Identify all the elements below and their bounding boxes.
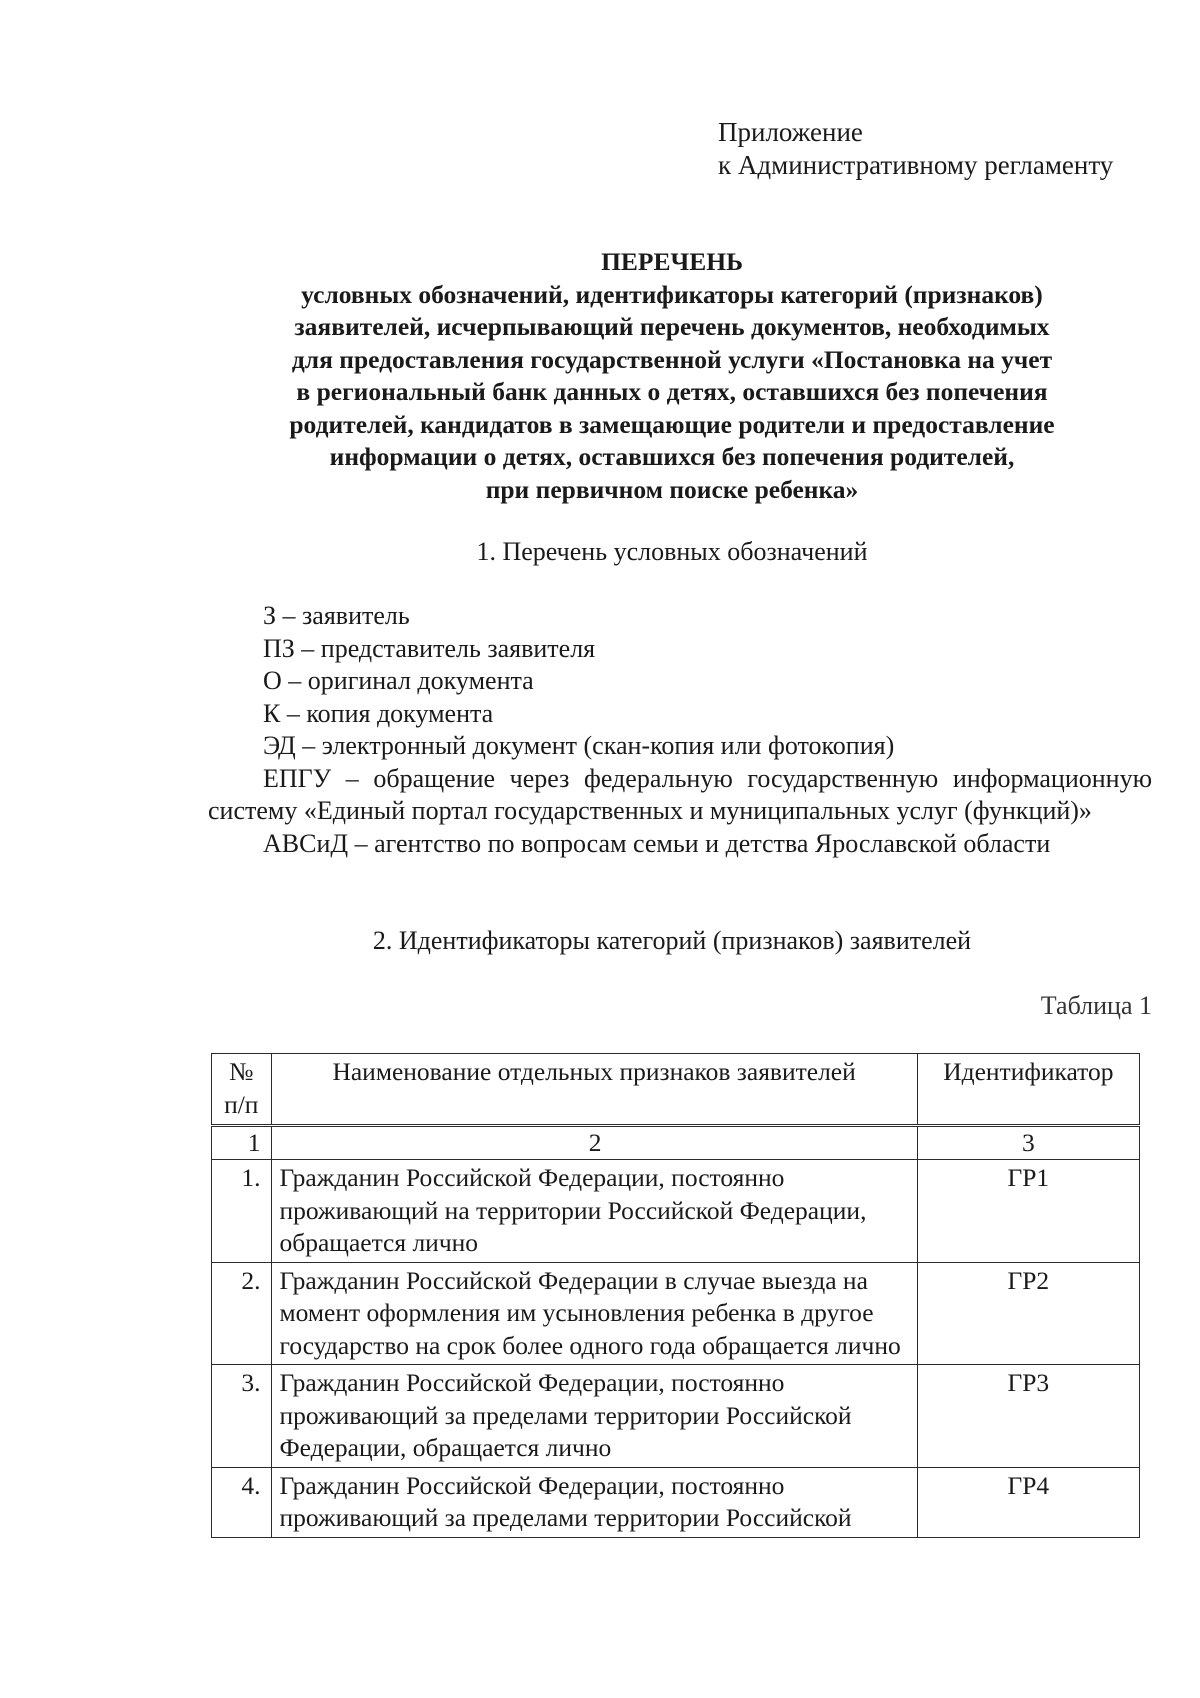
appendix-line-1: Приложение (718, 117, 863, 147)
row-name: Гражданин Российской Федерации, постоянно проживающий на территории Российской Федерации, обращается лично (271, 1160, 917, 1263)
abbreviation-item: АВСиД – агентство по вопросам семьи и детства Ярославской области (263, 828, 1051, 858)
index-cell: 2 (271, 1126, 917, 1160)
row-number: 4. (212, 1467, 272, 1537)
table-row (212, 1467, 1140, 1537)
title-line: заявителей, исчерпывающий перечень документов, необходимых (294, 312, 1050, 341)
applicant-categories-table (211, 1053, 1140, 1538)
appendix-header (718, 116, 1113, 182)
row-identifier: ГР4 (917, 1467, 1139, 1537)
row-name: Гражданин Российской Федерации в случае выезда на момент оформления им усыновления ребенка в другое государство на срок более одного года обращается лично (271, 1262, 917, 1365)
title-line: в региональный банк данных о детях, оставшихся без попечения (296, 377, 1048, 406)
row-number: 3. (212, 1365, 272, 1468)
table-index-row (212, 1126, 1140, 1160)
title-heading: ПЕРЕЧЕНЬ (601, 247, 743, 276)
title-line: условных обозначений, идентификаторы категорий (признаков) (301, 279, 1043, 309)
row-identifier: ГР3 (917, 1365, 1139, 1468)
table-row (212, 1160, 1140, 1263)
table-row (212, 1365, 1140, 1468)
abbreviation-item: ПЗ – представитель заявителя (263, 633, 596, 663)
row-identifier: ГР2 (917, 1262, 1139, 1365)
table-caption: Таблица 1 (1040, 991, 1152, 1020)
document-title (200, 246, 1144, 506)
index-cell: 3 (917, 1126, 1139, 1160)
row-name: Гражданин Российской Федерации, постоянно проживающий за пределами территории Российской (271, 1467, 917, 1537)
header-identifier: Идентификатор (917, 1054, 1139, 1126)
section-1-heading: 1. Перечень условных обозначений (476, 537, 868, 566)
title-line: информации о детях, оставшихся без попечения родителей, (329, 442, 1015, 471)
title-line: родителей, кандидатов в замещающие родители и предоставление (289, 409, 1055, 439)
title-line: для предоставления государственной услуги «Постановка на учет (291, 344, 1053, 374)
header-name: Наименование отдельных признаков заявителей (271, 1054, 917, 1126)
abbreviation-item: ЭД – электронный документ (скан-копия или фотокопия) (263, 731, 895, 760)
row-identifier: ГР1 (917, 1160, 1139, 1263)
table-row (212, 1262, 1140, 1365)
abbreviation-item: О – оригинал документа (263, 666, 534, 695)
appendix-line-2: к Административному регламенту (718, 150, 1114, 180)
abbreviation-item: К – копия документа (263, 698, 494, 728)
section-2-heading: 2. Идентификаторы категорий (признаков) заявителей (372, 926, 972, 955)
row-number: 2. (212, 1262, 272, 1365)
row-number: 1. (212, 1160, 272, 1263)
title-line: при первичном поиске ребенка» (485, 474, 859, 504)
header-number: № п/п (212, 1054, 272, 1126)
row-name: Гражданин Российской Федерации, постоянно проживающий за пределами территории Российской Федерации, обращается лично (271, 1365, 917, 1468)
index-cell: 1 (212, 1126, 272, 1160)
abbreviation-item: ЕПГУ – обращение через федеральную государственную информационную систему «Единый портал государственных и муниципальных услуг (функций)» (208, 763, 1152, 825)
abbreviation-item: З – заявитель (263, 601, 410, 630)
abbreviation-list (208, 600, 1152, 860)
table-header-row (212, 1054, 1140, 1126)
